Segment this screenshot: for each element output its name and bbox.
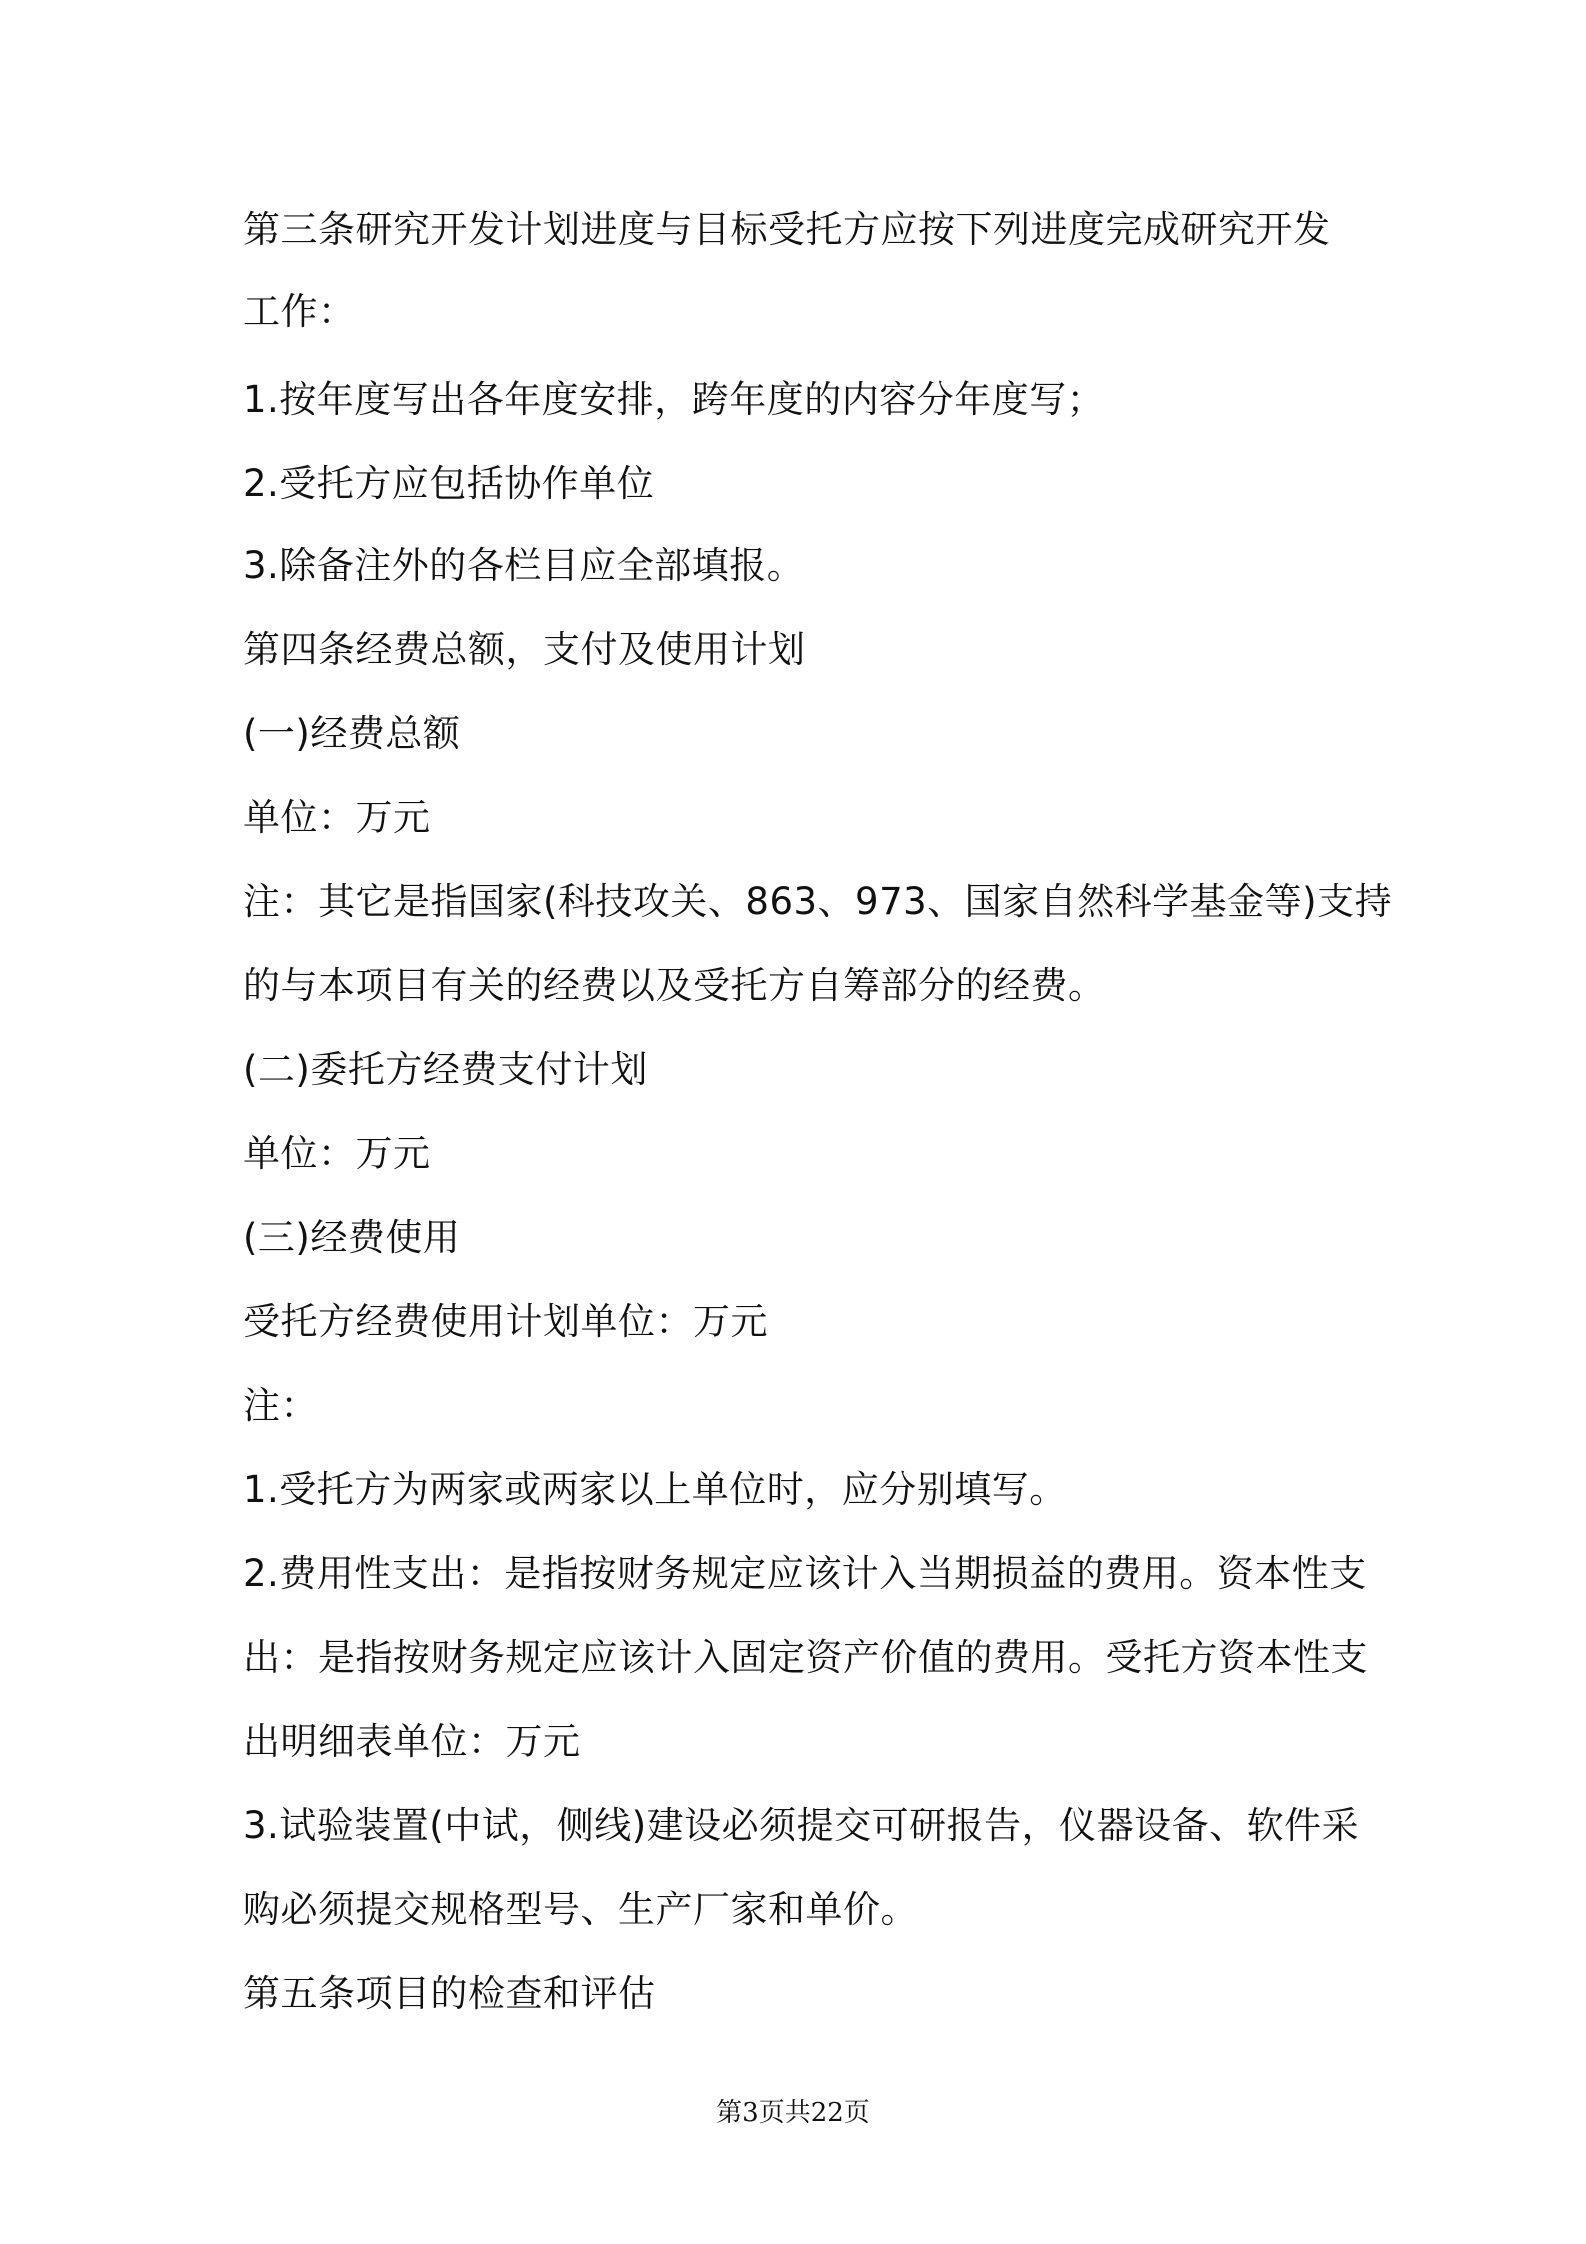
clause-three-heading: 第三条研究开发计划进度与目标受托方应按下列进度完成研究开发	[243, 208, 1331, 251]
clause-three-item-1: 1.按年度写出各年度安排，跨年度的内容分年度写；	[243, 378, 1105, 421]
section-funding-use: (三)经费使用	[243, 1216, 461, 1259]
note-other-funding-continued: 的与本项目有关的经费以及受托方自筹部分的经费。	[243, 964, 1106, 1007]
clause-four-heading: 第四条经费总额，支付及使用计划	[243, 628, 806, 671]
clause-three-heading-continued: 工作：	[243, 290, 356, 333]
note-item-2-unit: 出明细表单位：万元	[243, 1720, 581, 1763]
section-total-funding: (一)经费总额	[243, 712, 461, 755]
clause-three-item-2: 2.受托方应包括协作单位	[243, 462, 655, 505]
clause-five-heading: 第五条项目的检查和评估	[243, 1972, 656, 2015]
clause-three-item-3: 3.除备注外的各栏目应全部填报。	[243, 544, 805, 587]
note-item-2: 2.费用性支出：是指按财务规定应该计入当期损益的费用。资本性支	[243, 1552, 1367, 1595]
unit-note-2: 单位：万元	[243, 1132, 431, 1175]
note-item-2-continued: 出：是指按财务规定应该计入固定资产价值的费用。受托方资本性支	[243, 1636, 1368, 1679]
note-item-1: 1.受托方为两家或两家以上单位时，应分别填写。	[243, 1468, 1067, 1511]
note-item-3-continued: 购必须提交规格型号、生产厂家和单价。	[243, 1888, 918, 1931]
unit-note-1: 单位：万元	[243, 796, 431, 839]
note-other-funding: 注：其它是指国家(科技攻关、863、973、国家自然科学基金等)支持	[243, 880, 1393, 923]
usage-plan-unit: 受托方经费使用计划单位：万元	[243, 1300, 768, 1343]
notes-label: 注：	[243, 1384, 318, 1427]
note-item-3: 3.试验装置(中试，侧线)建设必须提交可研报告，仪器设备、软件采	[243, 1804, 1360, 1847]
page-number-footer: 第3页共22页	[716, 2098, 870, 2128]
section-payment-plan: (二)委托方经费支付计划	[243, 1048, 648, 1091]
